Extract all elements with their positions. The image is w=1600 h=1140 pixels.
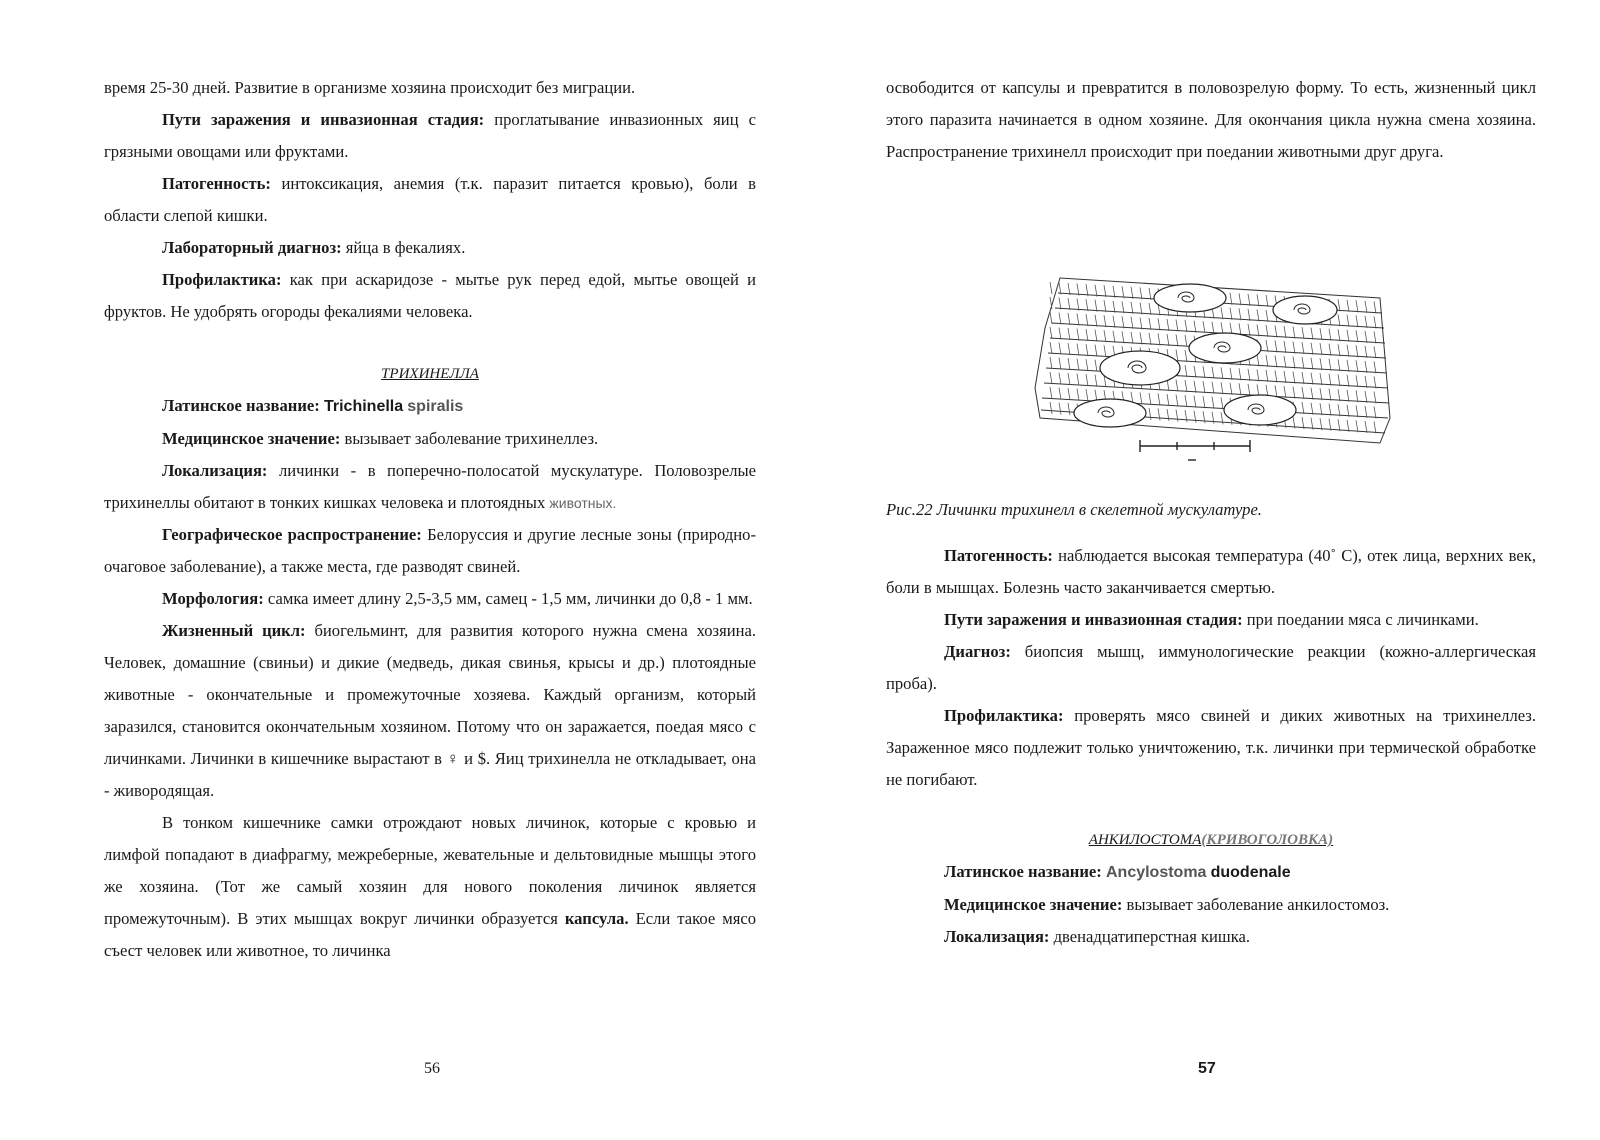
paragraph-r-diagnosis [886,636,1536,700]
paragraph-infection-ways [104,104,756,168]
text-lab-diagnosis: яйца в фекалиях. [341,238,466,257]
paragraph-prophylaxis [104,264,756,328]
label-morphology: Морфология: [162,589,264,608]
latin-species-duodenale: duodenale [1210,864,1291,881]
paragraph-medical-significance [104,423,756,455]
label-r-latin-name: Латинское название: [944,862,1102,881]
text-medical-significance: вызывает заболевание трихинеллез. [340,429,599,448]
text-pathogenicity: интоксикация, анемия (т.к. паразит питается кровью), боли в области слепой кишки. [104,174,756,225]
label-r-pathogenicity: Патогенность: [944,546,1053,565]
label-capsule: капсула. [564,909,629,928]
paragraph-life-cycle [104,615,756,807]
label-prophylaxis: Профилактика: [162,270,282,289]
page-number-right: 57 [1198,1060,1216,1077]
label-r-diagnosis: Диагноз: [944,642,1011,661]
paragraph-latin-name [104,390,756,423]
paragraph-r-medical-significance [886,889,1536,921]
paragraph-geography [104,519,756,583]
right-page-top-text [886,72,1536,168]
text-life-cycle: биогельминт, для развития которого нужна смена хозяина. Человек, домашние (свиньи) и дикие (медведь, дикая свинья, крысы и др.) плотоядные животные - окончательные и промежуточные хозяева. Каждый организм, который заразился, становится окончательным хозяином. Потому что он заражается, поедая мясо с личинками. Личинки в кишечнике вырастают в ♀ и $. Яиц трихинелла не откладывает, она - живородящая. [104,621,757,800]
latin-genus: Trichinella [323,398,404,415]
heading-ancylostoma-sub: (КРИВОГОЛОВКА) [1201,832,1334,848]
paragraph-r-infection-ways [886,604,1536,636]
text-r-pathogenicity: наблюдается высокая температура (40˚ С), отек лица, верхних век, боли в мышцах. Болезнь часто заканчивается смертью. [886,546,1536,597]
figure-caption: Рис.22 Личинки трихинелл в скелетной мускулатуре. [886,500,1262,519]
paragraph-pathogenicity [104,168,756,232]
label-r-medical-significance: Медицинское значение: [944,895,1123,914]
label-geography: Географическое распространение: [162,525,422,544]
right-page [886,0,1536,1140]
text-small-intestine-a: В тонком кишечнике самки отрождают новых личинок, которые с кровью и лимфой попадают в диафрагму, межреберные, жевательные и дельтовидные мышцы этого же хозяина. (Тот же самый хозяин для нового поколения личинок является промежуточным). В этих мышцах вокруг личинки образуется [104,813,756,928]
figure-trichinella-larvae [1020,268,1410,474]
page-number-left: 56 [424,1060,440,1077]
latin-genus-ancylostoma: Ancylostoma [1105,864,1207,881]
paragraph-morphology [104,583,756,615]
paragraph-lab-diagnosis [104,232,756,264]
text-r-medical-significance: вызывает заболевание анкилостомоз. [1122,895,1390,914]
label-localization: Локализация: [162,461,268,480]
paragraph-r-latin-name [886,856,1536,889]
section-heading-trichinella: ТРИХИНЕЛЛА [381,366,479,382]
heading-ancylostoma-main: АНКИЛОСТОМА [1088,832,1202,848]
paragraph-r-pathogenicity [886,540,1536,604]
text-localization: личинки - в поперечно-полосатой мускулатуре. Половозрелые трихинеллы обитают в тонких кишках человека и плотоядных [104,461,756,512]
paragraph-r-prophylaxis [886,700,1536,796]
label-lab-diagnosis: Лабораторный диагноз: [162,238,342,257]
paragraph-localization [104,455,756,519]
text-morphology: самка имеет длину 2,5-3,5 мм, самец - 1,5 мм, личинки до 0,8 - 1 мм. [263,589,753,608]
label-r-infection-ways: Пути заражения и инвазионная стадия: [944,610,1243,629]
text-infection-ways: проглатывание инвазионных яиц с грязными овощами или фруктами. [104,110,756,161]
latin-species: spiralis [407,398,464,415]
text-r-prophylaxis: проверять мясо свиней и диких животных на трихинеллез. Зараженное мясо подлежит только уничтожению, т.к. личинки при термической обработке не погибают. [886,706,1536,789]
right-page-body-text [886,540,1536,953]
paragraph-r-localization [886,921,1536,953]
text-prophylaxis: как при аскаридозе - мытье рук перед едой, мытье овощей и фруктов. Не удобрять огороды фекалиями человека. [104,270,756,321]
label-r-localization: Локализация: [944,927,1050,946]
label-r-prophylaxis: Профилактика: [944,706,1064,725]
label-life-cycle: Жизненный цикл: [162,621,306,640]
paragraph-intro: время 25-30 дней. Развитие в организме хозяина происходит без миграции. [104,78,636,97]
paragraph-continuation: освободится от капсулы и превратится в половозрелую форму. То есть, жизненный цикл этого паразита начинается в одном хозяине. Для окончания цикла нужна смена хозяина. Распространение трихинелл происходит при поедании животными друг друга. [886,78,1536,161]
label-latin-name: Латинское название: [162,396,320,415]
text-r-diagnosis: биопсия мышц, иммунологические реакции (кожно-аллергическая проба). [886,642,1536,693]
section-heading-ancylostoma [886,824,1536,856]
text-r-infection-ways: при поедании мяса с личинками. [1242,610,1479,629]
label-infection-ways: Пути заражения и инвазионная стадия: [162,110,485,129]
label-pathogenicity: Патогенность: [162,174,271,193]
text-r-localization: двенадцатиперстная кишка. [1049,927,1251,946]
muscle-fibers-with-encapsulated-larvae-illustration [1020,268,1410,474]
text-localization-tail: животных. [549,495,617,511]
label-medical-significance: Медицинское значение: [162,429,341,448]
left-page-text [104,72,756,967]
paragraph-small-intestine [104,807,756,967]
text-small-intestine-b: Если такое мясо съест человек или животное, то личинка [104,909,756,960]
left-page [104,0,756,1140]
text-geography: Белоруссия и другие лесные зоны (природно-очаговое заболевание), а также места, где разводят свиней. [104,525,756,576]
